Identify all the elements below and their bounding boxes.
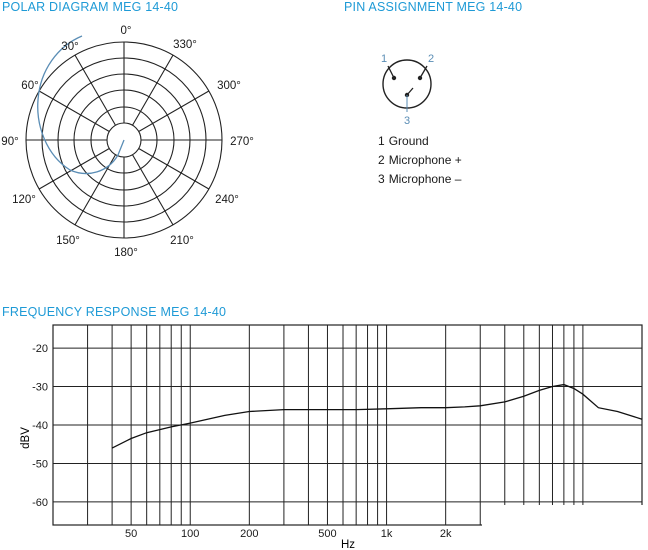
pin-item-label: Microphone + [388,153,462,167]
plot-corner-mask [482,505,648,535]
frequency-response-title: FREQUENCY RESPONSE MEG 14-40 [2,305,227,319]
polar-spoke [75,55,116,125]
pin-number-3: 3 [403,115,411,127]
response-curve [112,385,642,449]
pin-item-number: 2 [378,153,385,167]
y-tick-label: -40 [32,420,48,432]
polar-ring [74,90,174,190]
pin-item [378,132,466,151]
polar-ring [42,58,206,222]
angle-label-300: 300° [217,80,241,92]
polar-spoke [133,155,174,225]
polar-ring [58,74,190,206]
pin-number-2: 2 [427,53,435,65]
pin-number-1: 1 [380,53,388,65]
frequency-response-chart [20,325,648,550]
polar-spoke [139,91,209,132]
x-tick-label: 2k [439,528,452,540]
xlr-connector-icon [383,60,431,112]
angle-label-180: 180° [114,247,138,259]
pin-item [378,170,466,189]
pin-item-label: Ground [388,134,429,148]
pin-item-number: 3 [378,172,385,186]
pin-item-number: 1 [378,134,385,148]
polar-spoke [39,149,109,190]
y-tick-label: -20 [32,343,48,356]
pin-assignment-title: PIN ASSIGNMENT MEG 14-40 [344,0,523,14]
x-tick-label: 500 [318,528,337,540]
x-tick-label: 1k [380,528,393,540]
angle-label-120: 120° [12,194,36,206]
angle-label-240: 240° [215,194,239,206]
polar-pattern-curve [38,36,124,174]
x-axis-label: Hz [340,539,356,550]
y-tick-label: -50 [32,458,48,471]
polar-ring [91,107,157,173]
angle-label-60: 60° [21,80,39,92]
polar-spoke [139,149,209,190]
x-tick-label: 100 [181,528,200,540]
polar-ring [107,123,141,157]
angle-label-270: 270° [230,136,254,148]
angle-label-150: 150° [56,235,80,247]
polar-spoke [133,55,174,125]
angle-label-330: 330° [173,39,197,51]
x-tick-label: 50 [125,528,138,540]
angle-label-90: 90° [1,136,19,148]
y-axis-label: dBV [20,427,32,449]
plot-frame [53,325,642,525]
angle-label-0: 0° [120,25,132,37]
angle-label-210: 210° [170,235,194,247]
y-tick-label: -30 [32,381,48,394]
polar-diagram-title: POLAR DIAGRAM MEG 14-40 [2,0,179,14]
pin-legend [378,132,466,189]
polar-spoke [39,91,109,132]
angle-label-30: 30° [61,41,79,53]
y-tick-label: -60 [32,496,48,509]
pin-item [378,151,466,170]
polar-ring [26,42,222,238]
polar-spoke [75,155,116,225]
x-tick-label: 200 [240,528,259,540]
pin-item-label: Microphone – [388,172,462,186]
